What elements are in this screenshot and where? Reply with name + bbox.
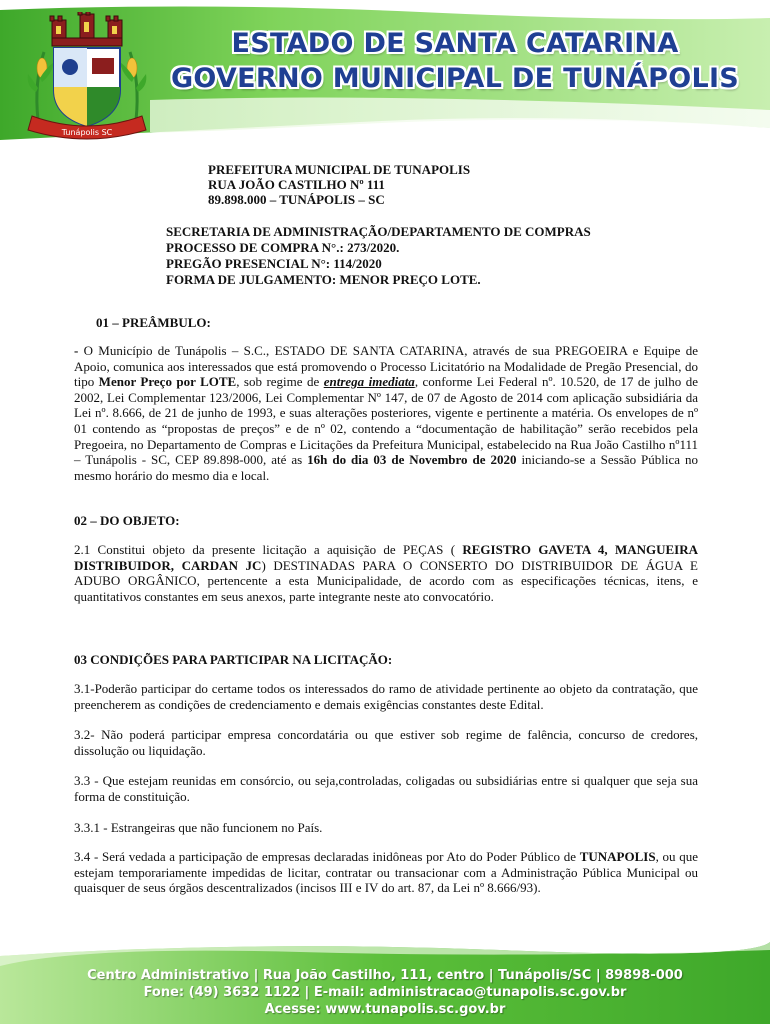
paragraph-objeto [74, 542, 698, 604]
address-line-2: RUA JOÃO CASTILHO Nº 111 [208, 177, 385, 192]
paragraph-3-4 [74, 849, 698, 896]
p34-text-a: 3.4 - Será vedada a participação de empresas declaradas inidôneas por Ato do Poder Público de [74, 849, 580, 864]
address-line-1: PREFEITURA MUNICIPAL DE TUNAPOLIS [208, 162, 471, 177]
preambulo-text-c: , sob regime de [236, 374, 324, 390]
section-title-condicoes: 03 CONDIÇÕES PARA PARTICIPAR NA LICITAÇÃO: [74, 652, 393, 667]
pregao-line: PREGÃO PRESENCIAL N°: 114/2020 [166, 256, 382, 271]
process-block [166, 224, 591, 287]
footer-contact[interactable]: Fone: (49) 3632 1122 | E-mail: administracao@tunapolis.sc.gov.br [143, 985, 627, 1000]
preambulo-dash: - [74, 343, 84, 358]
preambulo-text-g: iniciando-se a Sessão Pública no mesmo horário do mesmo dia e local. [74, 452, 698, 483]
preambulo-text-a: O Município de Tunápolis – S.C., ESTADO DE SANTA CATARINA, através de sua PREGOEIRA e Equipe de Apoio, comunica aos interessados que está promovendo o Processo Licitatório na Modalidade de Pregão Presencial, do tipo [74, 343, 698, 390]
objeto-items: REGISTRO GAVETA 4, MANGUEIRA DISTRIBUIDOR, CARDAN JC [74, 542, 698, 573]
section-title-preambulo: 01 – PREÂMBULO: [96, 315, 211, 330]
paragraph-3-2: 3.2- Não poderá participar empresa concordatária ou que estiver sob regime de falência, concurso de credores, dissolução ou liquidação. [74, 727, 698, 758]
paragraph-3-1: 3.1-Poderão participar do certame todos os interessados do ramo de atividade pertinente ao objeto da contratação, que preencherem as condições de credenciamento e demais exigências constantes deste Edital. [74, 681, 698, 712]
paragraph-3-3-1: 3.3.1 - Estrangeiras que não funcionem no País. [74, 820, 323, 835]
p34-tunapolis: TUNAPOLIS [579, 849, 656, 864]
section-title-objeto: 02 – DO OBJETO: [74, 513, 180, 528]
footer-address: Centro Administrativo | Rua João Castilho, 111, centro | Tunápolis/SC | 89898-000 [87, 968, 683, 983]
footer-website[interactable]: Acesse: www.tunapolis.sc.gov.br [264, 1002, 506, 1017]
crest-ribbon-text: Tunápolis SC [61, 128, 113, 137]
address-line-3: 89.898.000 – TUNÁPOLIS – SC [208, 192, 385, 207]
preambulo-deadline: 16h do dia 03 de Novembro de 2020 [307, 452, 517, 468]
paragraph-preambulo [74, 343, 698, 483]
secretaria-line: SECRETARIA DE ADMINISTRAÇÃO/DEPARTAMENTO DE COMPRAS [166, 224, 591, 239]
preambulo-text-e: , conforme Lei Federal nº. 10.520, de 17 de julho de 2002, Lei Complementar 123/2006, Lei Complementar Nº 147, de 07 de Agosto de 2014 com aplicação subsidiária da Lei nº. 8.666, de 21 de junho de 1993, e suas alterações posteriores, vigente e pertinente a matéria. Os envelopes de nº 01 contendo as “propostas de preços” e de nº 02, contendo a “documentação de habilitação” serão recebidos pela Pregoeira, no Departamento de Compras e Licitações da Prefeitura Municipal, estabelecido na Rua João Castilho nº111 – Tunápolis - SC, CEP 89.898-000, até as [74, 374, 698, 468]
preambulo-menor-preco: Menor Preço por LOTE [98, 374, 237, 390]
processo-line: PROCESSO DE COMPRA N°.: 273/2020. [166, 240, 400, 255]
header-title-government: GOVERNO MUNICIPAL DE TUNÁPOLIS [170, 63, 740, 94]
objeto-text-c: ) DESTINADAS PARA O CONSERTO DO DISTRIBUIDOR DE ÁGUA E ADUBO ORGÂNICO, pertencente a esta Municipalidade, de acordo com as especificações técnicas, itens, e quantitativos constantes em seus anexos, parte integrante neste ato convocatório. [74, 557, 698, 604]
letterhead-header [0, 0, 770, 150]
municipal-crest-icon [24, 12, 150, 140]
preambulo-entrega-imediata: entrega imediata [323, 374, 415, 390]
letterhead-footer [0, 936, 770, 1024]
header-title-state: ESTADO DE SANTA CATARINA [231, 28, 679, 59]
julgamento-line: FORMA DE JULGAMENTO: MENOR PREÇO LOTE. [166, 272, 481, 287]
address-block [208, 162, 470, 207]
paragraph-3-3: 3.3 - Que estejam reunidas em consórcio, ou seja,controladas, coligadas ou subsidiárias entre si qualquer que seja sua forma de constituição. [74, 773, 698, 804]
objeto-text-a: 2.1 Constitui objeto da presente licitação a aquisição de PEÇAS ( [74, 542, 463, 557]
p34-text-c: , ou que estejam temporariamente impedidas de licitar, contratar ou transacionar com a Administração Pública Municipal ou quaisquer de seus órgãos descentralizados (incisos III e IV do art. 87, da Lei nº 8.666/93). [74, 849, 698, 896]
